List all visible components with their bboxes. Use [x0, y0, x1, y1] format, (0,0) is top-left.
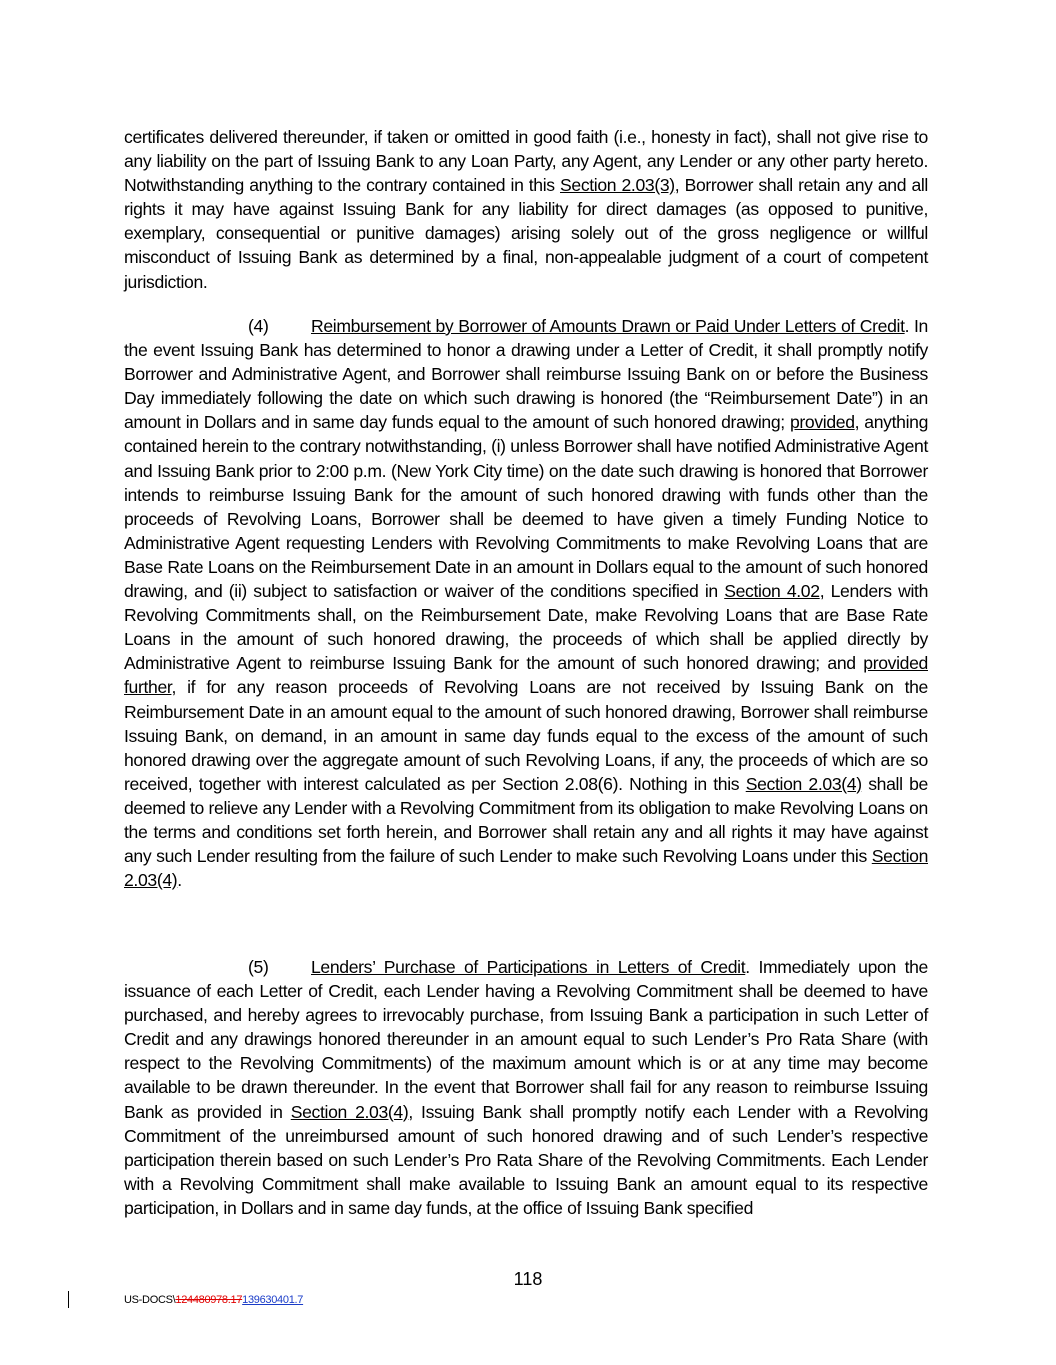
section-reference: Section 2.03(4): [745, 773, 862, 794]
paragraph-text: shall be deemed to relieve any Lender with a Revolving Commitment from its obligation to make Revolving Loans on the terms and conditions set forth herein, and Borrower shall retain any and all rights it may have against any such Lender resulting from the failure of such Lender to make such Revolving Loans under this: [124, 773, 928, 867]
further-term: further: [124, 677, 172, 698]
section-reference: Section 2.03(3): [560, 175, 675, 196]
clause-heading: Lenders’ Purchase of Participations in Letters of Credit: [311, 957, 746, 977]
provided-term: provided: [789, 412, 855, 433]
paragraph-text: , anything contained herein to the contrary notwithstanding, (i) unless Borrower shall have notified Administrative Agent and Issuing Bank prior to 2:00 p.m. (New York City time) on the date such drawing is honored that Borrower intends to reimburse Issuing Bank for the amount of such honored drawing with funds other than the proceeds of Revolving Loans, Borrower shall be deemed to have given a timely Funding Notice to Administrative Agent requesting Lenders with Revolving Commitments to make Revolving Loans that are Base Rate Loans on the Reimbursement Date in an amount in Dollars equal to the amount of such honored drawing, and (ii) subject to satisfaction or waiver of the conditions specified in: [124, 412, 929, 602]
section-reference: Section 2.03(4): [290, 1101, 409, 1122]
paragraph-section-2-03-3-tail: [124, 125, 928, 294]
provided-term: provided: [863, 653, 928, 674]
paragraph-text: certificates delivered thereunder, if taken or omitted in good faith (i.e., honesty in fact), shall not give rise to any liability on the part of Issuing Bank to any Loan Party, any Agent, any Lender or any other party hereto. Notwithstanding anything to the contrary contained in this: [124, 127, 928, 196]
inserted-doc-id: 139630401.7: [242, 1294, 304, 1306]
revision-change-bar: [68, 1291, 69, 1308]
clause-heading: Reimbursement by Borrower of Amounts Drawn or Paid Under Letters of Credit: [311, 316, 905, 336]
paragraph-text: . Immediately upon the issuance of each Letter of Credit, each Lender having a Revolving Commitment shall be deemed to have purchased, and hereby agrees to irrevocably purchase, from Issuing Bank a participation in such Letter of Credit and any drawings honored thereunder in an amount equal to such Lender’s Pro Rata Share (with respect to the Revolving Commitments) of the maximum amount which is or at any time may become available to be drawn thereunder. In the event that Borrower shall fail for any reason to reimburse Issuing Bank as provided in: [124, 957, 928, 1122]
section-reference: Section 2.03(4): [124, 846, 928, 891]
paragraph-text: , if for any reason proceeds of Revolving Loans are not received by Issuing Bank on the Reimbursement Date in an amount equal to the amount of such honored drawing, Borrower shall reimburse Issuing Bank, on demand, in an amount in same day funds equal to the excess of the amount of such honored drawing over the aggregate amount of such Revolving Loans, if any, the proceeds of which are so received, together with interest calculated as per Section 2.08(6). Nothing in this: [124, 677, 928, 794]
paragraph-section-2-03-4: [124, 314, 928, 892]
doc-id-prefix: US-DOCS\: [124, 1294, 176, 1306]
paragraph-text: .: [177, 870, 182, 891]
paragraph-text: , Borrower shall retain any and all rights it may have against Issuing Bank for any liability for direct damages (as opposed to punitive, exemplary, consequential or punitive damages) arising solely out of the gross negligence or willful misconduct of Issuing Bank as determined by a final, non-appealable judgment of a court of competent jurisdiction.: [124, 175, 928, 292]
paragraph-text: . In the event Issuing Bank has determined to honor a drawing under a Letter of Credit, it shall promptly notify Borrower and Administrative Agent, and Borrower shall reimburse Issuing Bank on or before the Business Day immediately following the date on which such drawing is honored (the “Reimbursement Date”) in an amount in Dollars and in same day funds equal to the amount of such honored drawing;: [124, 316, 928, 433]
paragraph-text: , Lenders with Revolving Commitments shall, on the Reimbursement Date, make Revolving Loans that are Base Rate Loans in the amount of such honored drawing, the proceeds of which shall be applied directly by Administrative Agent to reimburse Issuing Bank for the amount of such honored drawing; and: [124, 581, 928, 674]
paragraph-text: , Issuing Bank shall promptly notify each Lender with a Revolving Commitment of the unreimbursed amount of such honored drawing and of such Lender’s respective participation therein based on such Lender’s Pro Rata Share of the Revolving Commitments. Each Lender with a Revolving Commitment shall make available to Issuing Bank an amount equal to its respective participation, in Dollars and in same day funds, at the office of Issuing Bank specified: [124, 1101, 928, 1218]
section-reference: Section 4.02: [724, 581, 820, 602]
clause-number: (4): [248, 316, 269, 336]
clause-number: (5): [248, 957, 269, 977]
paragraph-section-2-03-5: [124, 955, 928, 1220]
page-number: 118: [513, 1269, 543, 1289]
deleted-doc-id: 124480978.17: [175, 1294, 243, 1306]
document-id-footer: [124, 1294, 303, 1306]
